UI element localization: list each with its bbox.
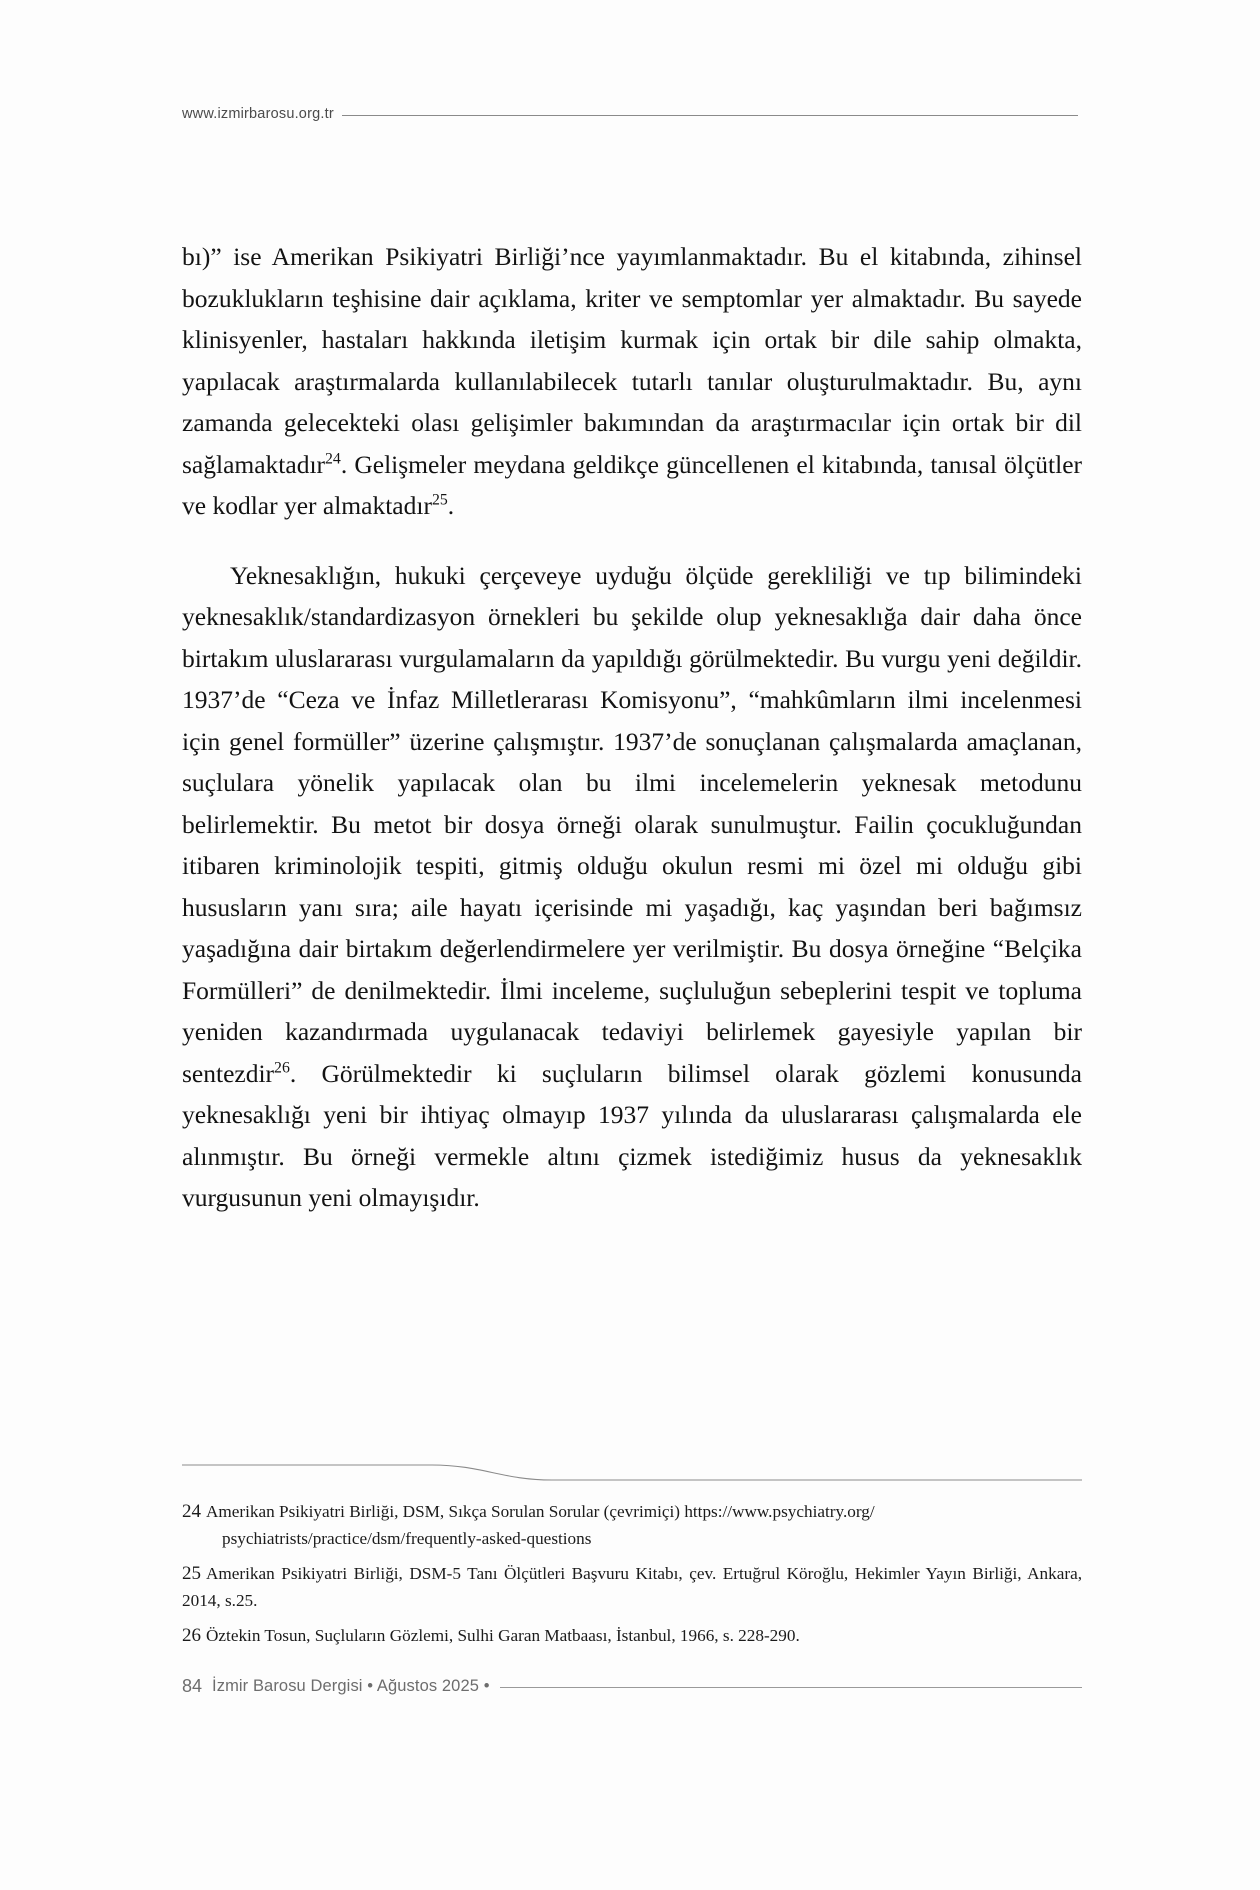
footnote-marker: 24 <box>325 450 341 467</box>
footnote-continuation: psychiatrists/practice/dsm/frequently-asked-questions <box>222 1529 592 1548</box>
header-website-url: www.izmirbarosu.org.tr <box>182 106 334 122</box>
footnote-number: 24 <box>182 1501 201 1522</box>
footer-divider-line <box>500 1687 1082 1688</box>
paragraph-2: Yeknesaklığın, hukuki çerçeveye uyduğu ölçüde gerekliliği ve tıp bilimindeki yeknesaklık/standardizasyon örnekleri bu şekilde olup yeknesaklığa dair daha önce birtakım uluslararası vurgulamaların da yapıldığı görülmektedir. Bu vurgu yeni değildir. 1937’de “Ceza ve İnfaz Milletlerarası Komisyonu”, “mahkûmların ilmi incelenmesi için genel formüller” üzerine çalışmıştır. 1937’de sonuçlanan çalışmalarda amaçlanan, suçlulara yönelik yapılacak olan bu ilmi incelemelerin yeknesak metodunu belirlemektir. Bu metot bir dosya örneği olarak sunulmuştur. Failin çocukluğundan itibaren kriminolojik tespiti, gitmiş olduğu okulun resmi mi özel mi olduğu gibi hususların yanı sıra; aile hayatı içerisinde mi yaşadığı, kaç yaşından beri bağımsız yaşadığına dair birtakım değerlendirmelere yer verilmiştir. Bu dosya örneğine “Belçika Formülleri” de denilmektedir. İlmi inceleme, suçluluğun sebeplerini tespit ve topluma yeniden kazandırmada uygulanacak tedaviyi belirlemek gayesiyle yapılan bir sentezdir$^{26}$. Görülmektedir ki suçluların bilimsel olarak gözlemi konusunda yeknesaklığı yeni bir ihtiyaç olmayıp 1937 yılında da uluslararası çalışmalarda ele alınmıştır. Bu örneği vermekle altını çizmek istediğimiz husus da yeknesaklık vurgusunun yeni olmayışıdır. <box>182 560 1082 1212</box>
footnote-item <box>182 1622 1082 1649</box>
footnote-text: Amerikan Psikiyatri Birliği, DSM-5 Tanı Ölçütleri Başvuru Kitabı, çev. Ertuğrul Köroğlu, Hekimler Yayın Birliği, Ankara, 2014, s.25. <box>182 1564 1082 1610</box>
footnote-number: 26 <box>182 1625 201 1646</box>
journal-name: İzmir Barosu Dergisi • Ağustos 2025 • <box>212 1676 490 1695</box>
body-content <box>182 236 1082 1219</box>
page-header <box>182 104 1078 124</box>
footnote-text: Öztekin Tosun, Suçluların Gözlemi, Sulhi Garan Matbaası, İstanbul, 1966, s. 228-290. <box>206 1626 800 1645</box>
footnote-text: Amerikan Psikiyatri Birliği, DSM, Sıkça Sorulan Sorular (çevrimiçi) https://www.psychiatry.org/ <box>206 1502 875 1521</box>
footnote-number: 25 <box>182 1563 201 1584</box>
header-divider-line <box>342 115 1078 116</box>
paragraph-1: bı)” ise Amerikan Psikiyatri Birliği’nce yayımlanmaktadır. Bu el kitabında, zihinsel bozuklukların teşhisine dair açıklama, kriter ve semptomlar yer almaktadır. Bu sayede klinisyenler, hastaları hakkında iletişim kurmak için ortak bir dile sahip olmakta, yapılacak araştırmalarda kullanılabilecek tutarlı tanılar oluşturulmaktadır. Bu, aynı zamanda gelecekteki olası gelişimler bakımından da araştırmacılar için ortak bir dil sağlamaktadır$^{24}$. Gelişmeler meydana geldikçe güncellenen el kitabında, tanısal ölçütler ve kodlar yer almaktadır$^{25}$. <box>182 242 1082 520</box>
footnote-item <box>182 1560 1082 1614</box>
footnote-item <box>182 1498 1082 1552</box>
footnote-marker: 26 <box>274 1059 290 1076</box>
page-number: 84 <box>182 1675 203 1696</box>
footnote-list <box>182 1498 1082 1657</box>
page-footer <box>182 1672 1082 1700</box>
footnote-marker: 25 <box>431 491 448 509</box>
footnote-separator <box>182 1462 1082 1486</box>
